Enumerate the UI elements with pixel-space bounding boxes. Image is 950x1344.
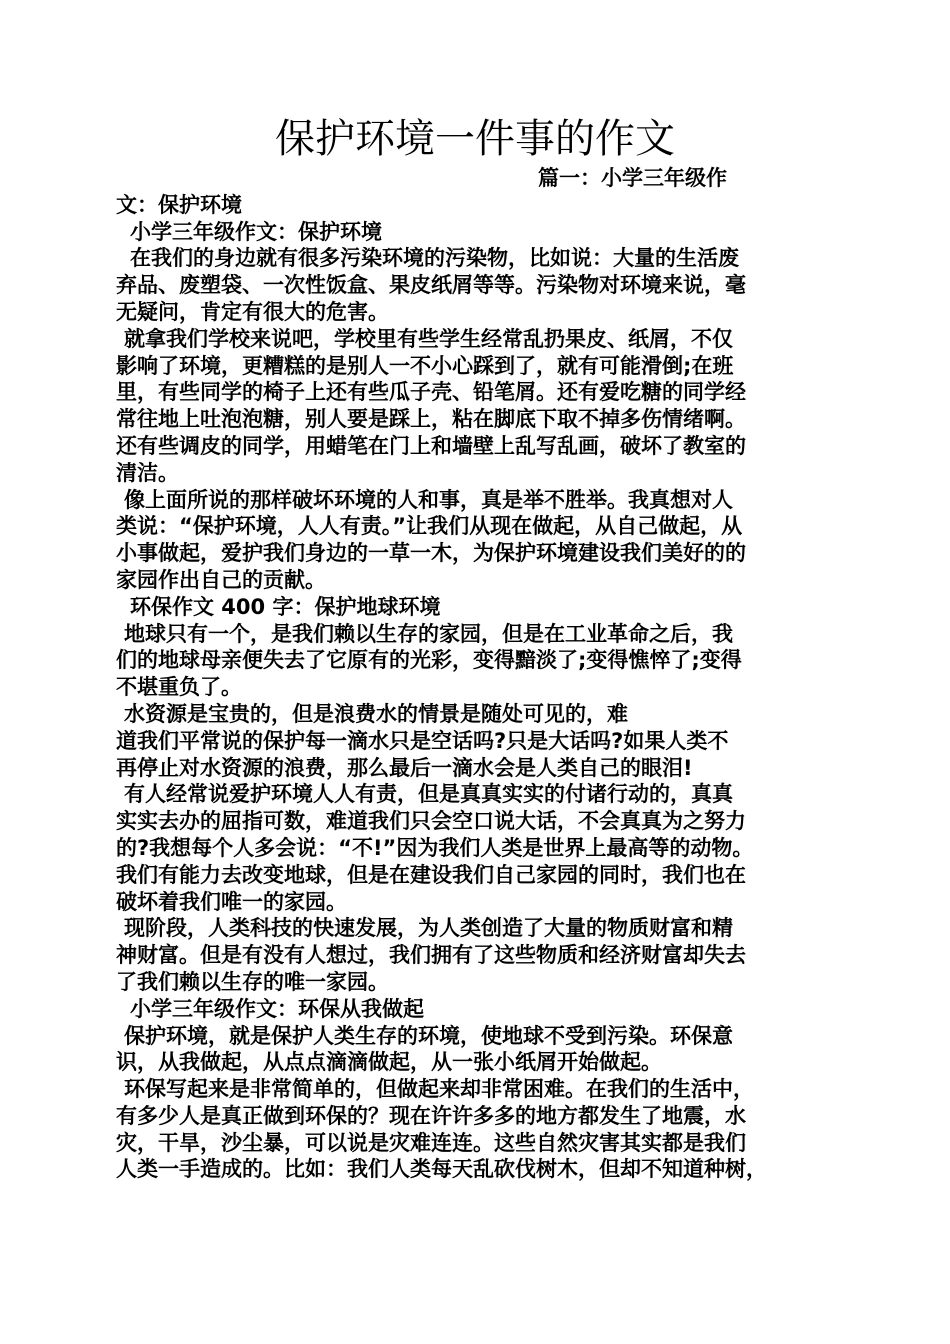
paragraph-line: 人类一手造成的。比如：我们人类每天乱砍伐树木，但却不知道种树， (116, 1157, 767, 1182)
paragraph-line: 实实去办的屈指可数，难道我们只会空口说大话，不会真真为之努力 (116, 809, 746, 834)
document-body (116, 165, 851, 1183)
paragraph-line: 识，从我做起，从点点滴滴做起，从一张小纸屑开始做起。 (116, 1050, 662, 1075)
subheading: 环保作文 400 字：保护地球环境 (130, 594, 441, 619)
paragraph-line: 了我们赖以生存的唯一家园。 (116, 969, 389, 994)
paragraph-line: 还有些调皮的同学，用蜡笔在门上和墙壁上乱写乱画，破坏了教室的 (116, 433, 746, 458)
paragraph-line: 水资源是宝贵的，但是浪费水的情景是随处可见的，难 (124, 701, 628, 726)
paragraph-line: 有人经常说爱护环境人人有责，但是真真实实的付诸行动的，真真 (124, 782, 733, 807)
paragraph-line: 影响了环境，更糟糕的是别人一不小心踩到了，就有可能滑倒;在班 (116, 353, 734, 378)
paragraph-line: 再停止对水资源的浪费，那么最后一滴水会是人类自己的眼泪! (116, 755, 693, 780)
paragraph-line: 在我们的身边就有很多污染环境的污染物，比如说：大量的生活废 (130, 246, 739, 271)
section-heading: 篇一：小学三年级作 (538, 166, 727, 190)
section-heading-cont: 文：保护环境 (116, 192, 242, 217)
paragraph-line: 弃品、废塑袋、一次性饭盒、果皮纸屑等等。污染物对环境来说，毫 (116, 273, 746, 298)
paragraph-line: 家园作出自己的贡献。 (116, 567, 326, 592)
paragraph-line: 地球只有一个，是我们赖以生存的家园，但是在工业革命之后，我 (124, 621, 733, 646)
paragraph-line: 我们有能力去改变地球，但是在建设我们自己家园的同时，我们也在 (116, 862, 746, 887)
paragraph-line: 道我们平常说的保护每一滴水只是空话吗?只是大话吗?如果人类不 (116, 728, 729, 753)
paragraph-line: 有多少人是真正做到环保的？现在许许多多的地方都发生了地震，水 (116, 1103, 746, 1128)
paragraph-line: 神财富。但是有没有人想过，我们拥有了这些物质和经济财富却失去 (116, 943, 746, 968)
paragraph-line: 现阶段，人类科技的快速发展，为人类创造了大量的物质财富和精 (124, 916, 733, 941)
paragraph-line: 破坏着我们唯一的家园。 (116, 889, 347, 914)
paragraph-line: 类说：“保护环境，人人有责。”让我们从现在做起，从自己做起，从 (116, 514, 743, 539)
paragraph-line: 无疑问，肯定有很大的危害。 (116, 299, 389, 324)
paragraph-line: 环保写起来是非常简单的，但做起来却非常困难。在我们的生活中， (124, 1077, 754, 1102)
paragraph-line: 们的地球母亲便失去了它原有的光彩，变得黯淡了;变得憔悴了;变得 (116, 648, 742, 673)
paragraph-line: 灾，干旱，沙尘暴，可以说是灾难连连。这些自然灾害其实都是我们 (116, 1130, 746, 1155)
paragraph-line: 保护环境，就是保护人类生存的环境，使地球不受到污染。环保意 (124, 1023, 733, 1048)
subheading: 小学三年级作文：保护环境 (130, 219, 382, 244)
document-title: 保护环境一件事的作文 (275, 116, 675, 162)
paragraph-line: 小事做起，爱护我们身边的一草一木，为保护环境建设我们美好的的 (116, 541, 746, 566)
paragraph-line: 像上面所说的那样破坏环境的人和事，真是举不胜举。我真想对人 (124, 487, 733, 512)
paragraph-line: 就拿我们学校来说吧，学校里有些学生经常乱扔果皮、纸屑，不仅 (124, 326, 733, 351)
paragraph-line: 不堪重负了。 (116, 675, 242, 700)
subheading: 小学三年级作文：环保从我做起 (130, 996, 424, 1021)
paragraph-line: 常往地上吐泡泡糖，别人要是踩上，粘在脚底下取不掉多伤情绪啊。 (116, 407, 746, 432)
paragraph-line: 的?我想每个人多会说：“不!”因为我们人类是世界上最高等的动物。 (116, 835, 754, 860)
paragraph-line: 清洁。 (116, 460, 179, 485)
paragraph-line: 里，有些同学的椅子上还有些瓜子壳、铅笔屑。还有爱吃糖的同学经 (116, 380, 746, 405)
